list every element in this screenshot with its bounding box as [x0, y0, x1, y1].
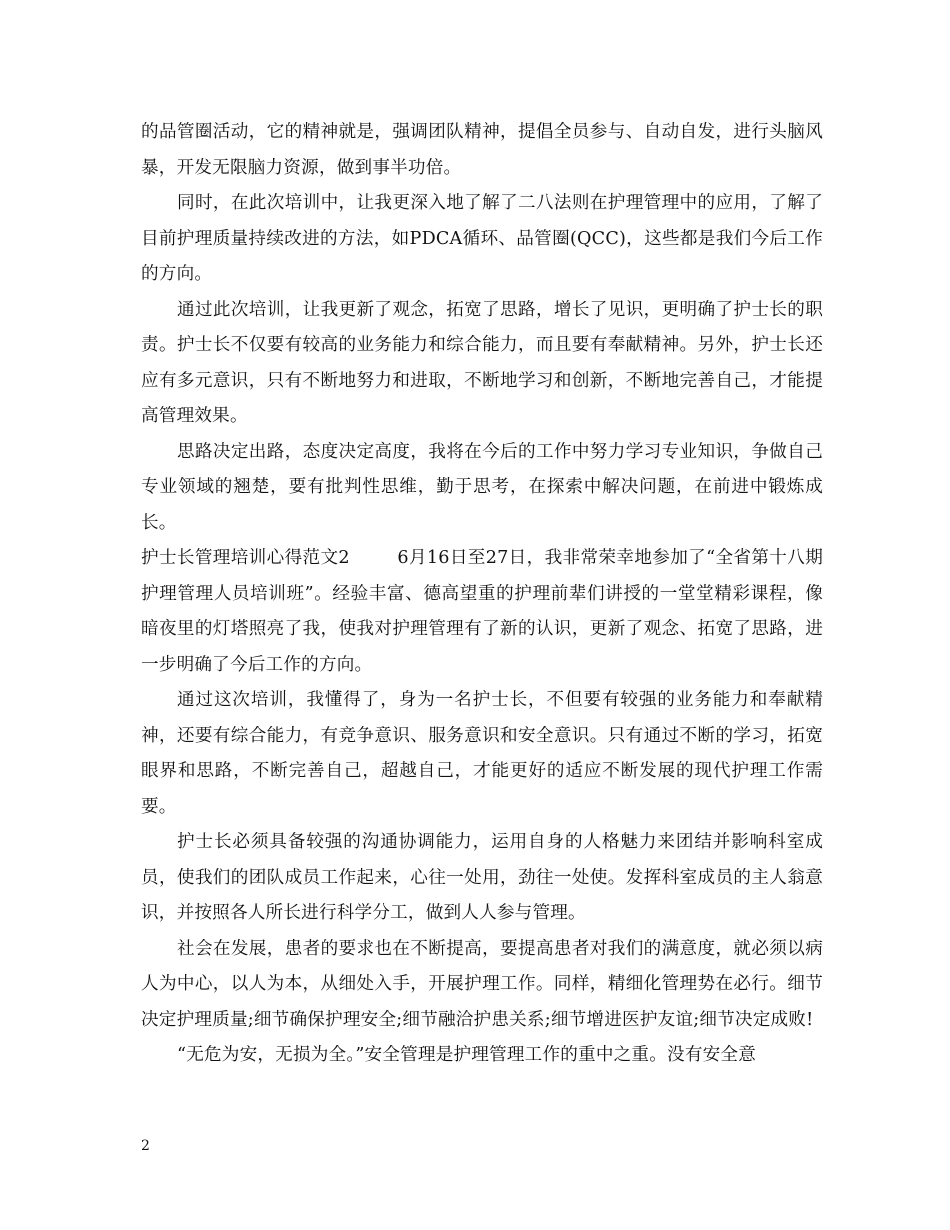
document-body: [141, 115, 823, 1074]
section-intro: 6月16日至27日，我非常荣幸地参加了“全省第十八期护理管理人员培训班”。经验丰富、德高望重的护理前辈们讲授的一堂堂精彩课程，像暗夜里的灯塔照亮了我，使我对护理管理有了新的认识，更新了观念、拓宽了思路，进一步明确了今后工作的方向。: [141, 548, 823, 675]
page-number: 2: [141, 1138, 150, 1154]
paragraph: 同时，在此次培训中，让我更深入地了解了二八法则在护理管理中的应用，了解了目前护理质量持续改进的方法，如PDCA循环、品管圈(QCC)，这些都是我们今后工作的方向。: [141, 193, 823, 284]
paragraph: 通过此次培训，让我更新了观念，拓宽了思路，增长了见识，更明确了护士长的职责。护士长不仅要有较高的业务能力和综合能力，而且要有奉献精神。另外，护士长还应有多元意识，只有不断地努力和进取，不断地学习和创新，不断地完善自己，才能提高管理效果。: [141, 299, 823, 426]
paragraph: 社会在发展，患者的要求也在不断提高，要提高患者对我们的满意度，就必须以病人为中心，以人为本，从细处入手，开展护理工作。同样，精细化管理势在必行。细节决定护理质量;细节确保护理安全;细节融洽护患关系;细节增进医护友谊;细节决定成败!: [141, 938, 823, 1030]
section-title: 护士长管理培训心得范文2: [141, 548, 350, 568]
paragraph: 护士长必须具备较强的沟通协调能力，运用自身的人格魅力来团结并影响科室成员，使我们的团队成员工作起来，心往一处用，劲往一处使。发挥科室成员的主人翁意识，并按照各人所长进行科学分工，做到人人参与管理。: [141, 832, 823, 923]
section-start-paragraph: [141, 541, 823, 683]
paragraph-continuation: 的品管圈活动，它的精神就是，强调团队精神，提倡全员参与、自动自发，进行头脑风暴，开发无限脑力资源，做到事半功倍。: [141, 122, 823, 178]
paragraph: 思路决定出路，态度决定高度，我将在今后的工作中努力学习专业知识，争做自己专业领域的翘楚，要有批判性思维，勤于思考，在探索中解决问题，在前进中锻炼成长。: [141, 441, 823, 533]
section-gap: [350, 548, 398, 568]
paragraph-truncated: “无危为安，无损为全。”安全管理是护理管理工作的重中之重。没有安全意: [177, 1045, 756, 1065]
paragraph: 通过这次培训，我懂得了，身为一名护士长，不但要有较强的业务能力和奉献精神，还要有综合能力，有竞争意识、服务意识和安全意识。只有通过不断的学习，拓宽眼界和思路，不断完善自己，超越自己，才能更好的适应不断发展的现代护理工作需要。: [141, 690, 823, 817]
